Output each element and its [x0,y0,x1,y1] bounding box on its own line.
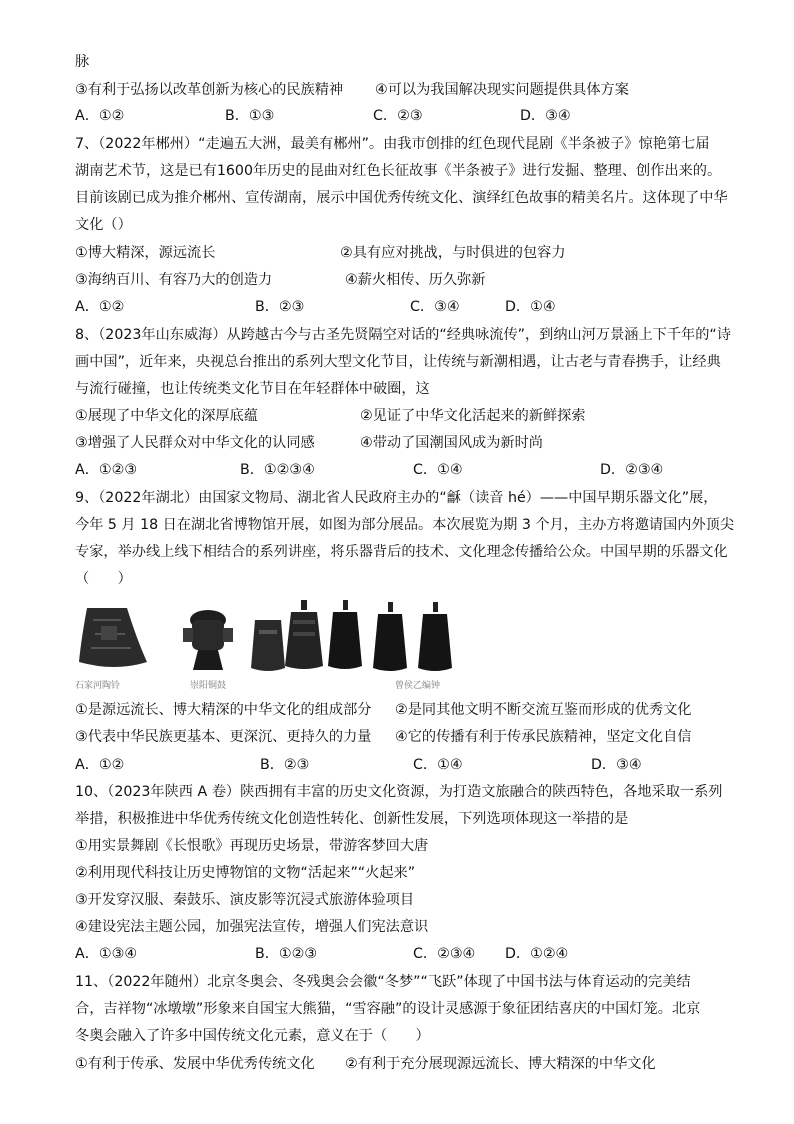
q8-option-3: ③增强了人民群众对中华文化的认同感 [75,435,315,451]
q10-stem-line-1: 10、（2023年陕西 A 卷）陕西拥有丰富的历史文化资源，为打造文旅融合的陕西特色，各地采取一系列 [75,784,723,800]
q8-answer-b[interactable]: B．①②③④ [240,462,315,478]
caption-pottery-bell: 石家河陶铃 [75,681,121,691]
caption-bronze-drum: 崇阳铜鼓 [190,681,227,691]
q10-option-2: ②利用现代科技让历史博物馆的文物“活起来”“火起来” [75,865,416,881]
q6-option-4: ④可以为我国解决现实问题提供具体方案 [375,82,629,98]
q9-answer-a[interactable]: A．①② [75,757,125,773]
q9-stem-line-2: 今年 5 月 18 日在湖北省博物馆开展，如图为部分展品。本次展览为期 3 个月，主办方将邀请国内外顶尖 [75,517,735,533]
q9-option-1: ①是源远流长、博大精深的中华文化的组成部分 [75,702,372,718]
q6-option-3: ③有利于弘扬以改革创新为核心的民族精神 [75,82,344,98]
bianzhong-bell-2 [328,600,362,669]
q10-answer-c[interactable]: C．②③④ [413,946,476,962]
pottery-bell-image [79,608,147,667]
instrument-photos [75,600,475,680]
bianzhong-bell-3 [373,602,407,671]
q7-option-2: ②具有应对挑战，与时俱进的包容力 [340,245,566,261]
q9-stem-line-1: 9、（2022年湖北）由国家文物局、湖北省人民政府主办的“龢（读音 hé）——中国早期乐器文化”展， [75,490,718,506]
q8-answer-a[interactable]: A．①②③ [75,462,138,478]
bianzhong-bell-5 [251,620,285,671]
q10-stem-line-2: 举措，积极推进中华优秀传统文化创造性转化、创新性发展，下列选项体现这一举措的是 [75,811,629,827]
q11-stem-line-3: 冬奥会融入了许多中国传统文化元素，意义在于（ ） [75,1028,430,1044]
q7-stem-line-2: 湖南艺术节，这是已有1600年历史的昆曲对红色长征故事《半条被子》进行发掘、整理、创作出来的。 [75,163,722,179]
q6-answer-a[interactable]: A．①② [75,108,125,124]
q7-stem-line-3: 目前该剧已成为推介郴州、宣传湖南，展示中国优秀传统文化、演绎红色故事的精美名片。这体现了中华 [75,190,728,206]
q11-option-2: ②有利于充分展现源远流长、博大精深的中华文化 [345,1056,656,1072]
q9-answer-c[interactable]: C．①④ [413,757,463,773]
q10-option-4: ④建设宪法主题公园，加强宪法宣传，增强人们宪法意识 [75,919,429,935]
caption-bianzhong: 曾侯乙编钟 [395,681,441,691]
q9-stem-line-4: （ ） [75,571,132,587]
q9-option-3: ③代表中华民族更基本、更深沉、更持久的力量 [75,729,372,745]
q9-answer-d[interactable]: D．③④ [591,757,642,773]
q9-stem-line-3: 专家，举办线上线下相结合的系列讲座，将乐器背后的技术、文化理念传播给公众。中国早期的乐器文化 [75,544,728,560]
q10-option-1: ①用实景舞剧《长恨歌》再现历史场景，带游客梦回大唐 [75,838,429,854]
q8-stem-line-3: 与流行碰撞，也让传统类文化节目在年轻群体中破圈，这 [75,381,430,397]
q8-stem-line-2: 画中国”，近年来，央视总台推出的系列大型文化节目，让传统与新潮相遇，让古老与青春携手，让经典 [75,354,721,370]
bianzhong-bell-4 [418,602,452,671]
q6-answer-d[interactable]: D．③④ [520,108,571,124]
q10-answer-d[interactable]: D．①②④ [505,946,569,962]
bronze-drum-image [183,610,233,670]
q8-option-2: ②见证了中华文化活起来的新鲜探索 [360,408,586,424]
q8-answer-d[interactable]: D．②③④ [600,462,664,478]
q6-answer-c[interactable]: C．②③ [373,108,423,124]
q7-option-3: ③海纳百川、有容乃大的创造力 [75,272,273,288]
q10-option-3: ③开发穿汉服、秦鼓乐、演皮影等沉浸式旅游体验项目 [75,892,415,908]
q7-answer-a[interactable]: A．①② [75,299,125,315]
q7-answer-d[interactable]: D．①④ [505,299,556,315]
q6-answer-b[interactable]: B．①③ [225,108,275,124]
q9-instrument-figure [75,600,475,692]
q7-option-4: ④薪火相传、历久弥新 [345,272,486,288]
q7-option-1: ①博大精深，源远流长 [75,245,216,261]
q11-stem-line-1: 11、（2022年随州）北京冬奥会、冬残奥会会徽“冬梦”“飞跃”体现了中国书法与体育运动的完美结 [75,974,691,990]
q10-answer-b[interactable]: B．①②③ [255,946,318,962]
q7-stem-line-4: 文化（） [75,217,132,233]
q9-option-2: ②是同其他文明不断交流互鉴而形成的优秀文化 [395,702,692,718]
q8-stem-line-1: 8、（2023年山东威海）从跨越古今与古圣先贤隔空对话的“经典咏流传”，到纳山河万景涵上下千年的“诗 [75,327,731,343]
bianzhong-bell-large [285,600,323,669]
q8-option-4: ④带动了国潮国风成为新时尚 [360,435,543,451]
q6-continuation: 脉 [75,54,90,70]
q7-answer-c[interactable]: C．③④ [410,299,460,315]
q7-stem-line-1: 7、（2022年郴州）“走遍五大洲，最美有郴州”。由我市创排的红色现代昆剧《半条被子》惊艳第七届 [75,136,710,152]
q8-answer-c[interactable]: C．①④ [413,462,463,478]
q8-option-1: ①展现了中华文化的深厚底蕴 [75,408,258,424]
q10-answer-a[interactable]: A．①③④ [75,946,138,962]
q9-option-4: ④它的传播有利于传承民族精神，坚定文化自信 [395,729,692,745]
q7-answer-b[interactable]: B．②③ [255,299,305,315]
q9-answer-b[interactable]: B．②③ [260,757,310,773]
q11-stem-line-2: 合，吉祥物“冰墩墩”形象来自国宝大熊猫，“雪容融”的设计灵感源于象征团结喜庆的中国灯笼。北京 [75,1001,701,1017]
q11-option-1: ①有利于传承、发展中华优秀传统文化 [75,1056,315,1072]
